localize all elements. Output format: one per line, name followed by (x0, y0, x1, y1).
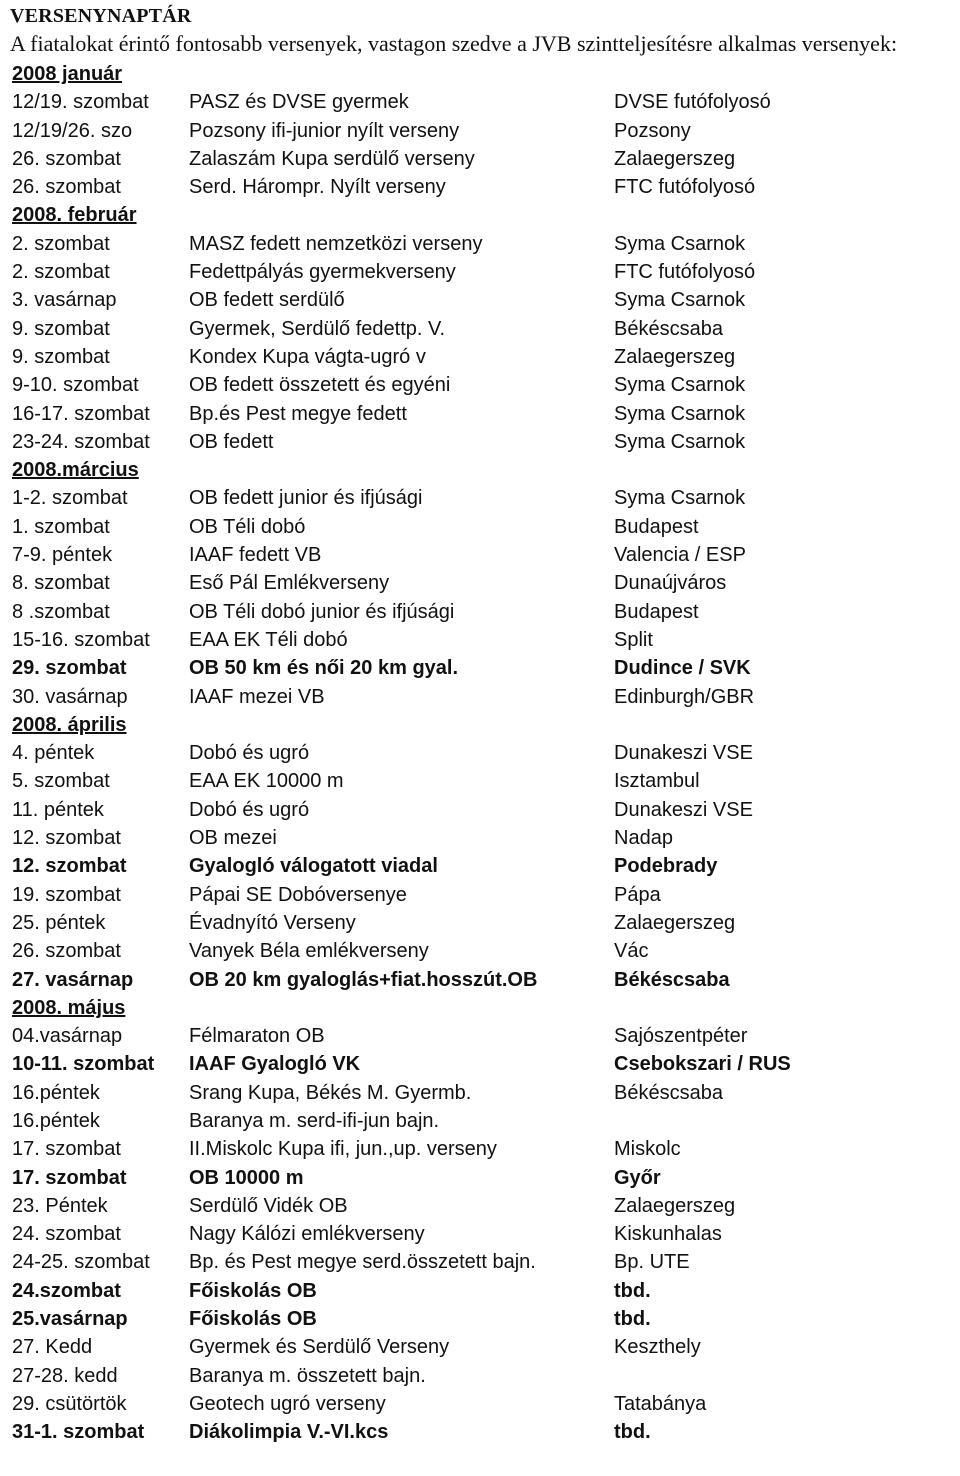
event-row (10, 881, 955, 909)
event-row (10, 626, 955, 654)
event-date: 12. szombat (12, 855, 127, 878)
month-heading: 2008. május (12, 996, 126, 1019)
event-date: 25.vasárnap (12, 1308, 128, 1331)
event-date: 23. Péntek (12, 1194, 108, 1217)
event-name: Eső Pál Emlékverseny (189, 572, 390, 595)
event-date: 29. csütörtök (12, 1392, 127, 1415)
event-row (10, 966, 955, 994)
event-name: Gyermek és Serdülő Verseny (189, 1336, 450, 1359)
event-date: 26. szombat (12, 176, 121, 199)
event-place: Békéscsaba (614, 1081, 723, 1104)
event-row (10, 1135, 955, 1163)
event-row (10, 1192, 955, 1220)
event-name: II.Miskolc Kupa ifi, jun.,up. verseny (189, 1138, 497, 1161)
event-place: Vác (614, 940, 649, 963)
event-place: Pápa (614, 883, 661, 906)
event-date: 15-16. szombat (12, 628, 150, 651)
event-name: Diákolimpia V.-VI.kcs (189, 1421, 389, 1444)
event-place: Budapest (614, 600, 699, 623)
event-date: 27. Kedd (12, 1336, 93, 1359)
event-place: Split (614, 628, 653, 651)
event-place: Bp. UTE (614, 1251, 690, 1274)
event-place: Syma Csarnok (614, 374, 746, 397)
event-name: Geotech ugró verseny (189, 1392, 386, 1415)
event-name: Pápai SE Dobóversenye (189, 883, 407, 906)
event-place: FTC futófolyosó (614, 261, 756, 284)
event-place: Sajószentpéter (614, 1025, 748, 1048)
event-place: Valencia / ESP (614, 544, 746, 567)
event-row (10, 852, 955, 880)
event-place: Zalaegerszeg (614, 1194, 736, 1217)
event-place: Dudince / SVK (614, 657, 751, 680)
event-date: 25. péntek (12, 911, 106, 934)
event-place: Győr (614, 1166, 661, 1189)
event-name: Főiskolás OB (189, 1279, 317, 1302)
month-heading: 2008.március (12, 459, 139, 482)
event-row (10, 767, 955, 795)
event-row (10, 824, 955, 852)
event-row (10, 117, 955, 145)
event-name: Gyalogló válogatott viadal (189, 855, 438, 878)
event-date: 19. szombat (12, 883, 121, 906)
event-place: Dunakeszi VSE (614, 742, 753, 765)
event-name: Nagy Kálózi emlékverseny (189, 1223, 425, 1246)
event-name: OB fedett összetett és egyéni (189, 374, 451, 397)
event-row (10, 1220, 955, 1248)
event-date: 16-17. szombat (12, 402, 150, 425)
event-date: 16.péntek (12, 1109, 100, 1132)
month-heading: 2008 január (12, 63, 123, 85)
event-date: 12. szombat (12, 827, 121, 850)
event-name: OB Téli dobó (189, 515, 306, 538)
event-place: FTC futófolyosó (614, 176, 756, 199)
event-date: 30. vasárnap (12, 685, 128, 708)
event-row (10, 654, 955, 682)
event-date: 1. szombat (12, 515, 110, 538)
event-row (10, 1022, 955, 1050)
event-date: 10-11. szombat (12, 1053, 155, 1076)
event-date: 9. szombat (12, 345, 110, 368)
event-date: 24.szombat (12, 1279, 121, 1302)
event-name: Pozsony ifi-junior nyílt verseny (189, 119, 460, 142)
event-place: Syma Csarnok (614, 402, 746, 425)
event-name: Dobó és ugró (189, 742, 310, 765)
event-place: Syma Csarnok (614, 487, 746, 510)
event-place: Isztambul (614, 770, 700, 793)
event-row (10, 1390, 955, 1418)
event-name: Dobó és ugró (189, 798, 310, 821)
event-row (10, 343, 955, 371)
event-place: Dunaújváros (614, 572, 727, 595)
event-date: 1-2. szombat (12, 487, 128, 510)
event-row (10, 598, 955, 626)
event-name: IAAF Gyalogló VK (189, 1053, 361, 1076)
event-date: 11. péntek (12, 798, 104, 821)
event-row (10, 541, 955, 569)
event-row (10, 739, 955, 767)
event-row (10, 371, 955, 399)
event-name: Fedettpályás gyermekverseny (189, 261, 456, 284)
event-name: OB fedett (189, 430, 274, 453)
event-row (10, 258, 955, 286)
event-date: 24-25. szombat (12, 1251, 150, 1274)
intro-text: A fiatalokat érintő fontosabb versenyek, vastagon szedve a JVB szintteljesítésre alkalmas versenyek: (10, 31, 898, 56)
event-row (10, 796, 955, 824)
event-row (10, 1164, 955, 1192)
event-name: OB 20 km gyaloglás+fiat.hosszút.OB (189, 968, 538, 991)
event-row (10, 484, 955, 512)
event-row (10, 683, 955, 711)
event-row (10, 428, 955, 456)
event-row (10, 1107, 955, 1135)
event-name: Zalaszám Kupa serdülő verseny (189, 147, 475, 170)
event-place: Kiskunhalas (614, 1223, 722, 1246)
event-date: 17. szombat (12, 1166, 127, 1189)
event-row (10, 315, 955, 343)
event-name: OB fedett junior és ifjúsági (189, 487, 423, 510)
event-name: Félmaraton OB (189, 1025, 325, 1048)
event-row (10, 286, 955, 314)
event-place: tbd. (614, 1279, 651, 1302)
event-date: 12/19/26. szo (12, 119, 133, 142)
event-place: Syma Csarnok (614, 289, 746, 312)
event-place: Keszthely (614, 1336, 701, 1359)
event-row (10, 400, 955, 428)
event-place: Zalaegerszeg (614, 345, 736, 368)
event-place: Podebrady (614, 855, 718, 878)
event-place: Békéscsaba (614, 317, 723, 340)
event-row (10, 1333, 955, 1361)
event-row (10, 1248, 955, 1276)
event-row (10, 173, 955, 201)
event-row (10, 1362, 955, 1390)
event-date: 23-24. szombat (12, 430, 150, 453)
event-place: tbd. (614, 1308, 651, 1331)
event-row (10, 1079, 955, 1107)
event-date: 04.vasárnap (12, 1025, 123, 1048)
event-name: OB Téli dobó junior és ifjúsági (189, 600, 455, 623)
event-row (10, 1050, 955, 1078)
event-name: OB fedett serdülő (189, 289, 345, 312)
event-date: 2. szombat (12, 261, 110, 284)
event-name: EAA EK Téli dobó (189, 628, 348, 651)
event-name: Serd. Hárompr. Nyílt verseny (189, 176, 446, 199)
event-name: Vanyek Béla emlékverseny (189, 940, 429, 963)
event-date: 3. vasárnap (12, 289, 117, 312)
event-date: 27. vasárnap (12, 968, 134, 991)
event-date: 9. szombat (12, 317, 110, 340)
schedule-list (10, 60, 955, 1447)
event-place: Pozsony (614, 119, 691, 142)
event-row (10, 569, 955, 597)
event-date: 8. szombat (12, 572, 110, 595)
event-date: 27-28. kedd (12, 1364, 118, 1387)
event-name: OB 50 km és női 20 km gyal. (189, 657, 459, 680)
event-place: Zalaegerszeg (614, 147, 736, 170)
event-name: PASZ és DVSE gyermek (189, 91, 409, 114)
event-name: Évadnyító Verseny (189, 911, 356, 934)
event-place: Nadap (614, 827, 673, 850)
event-date: 12/19. szombat (12, 91, 149, 114)
event-name: OB 10000 m (189, 1166, 304, 1189)
event-place: Syma Csarnok (614, 430, 746, 453)
document-page (10, 0, 955, 1447)
event-name: Srang Kupa, Békés M. Gyermb. (189, 1081, 472, 1104)
event-row (10, 230, 955, 258)
event-row (10, 1305, 955, 1333)
event-place: Miskolc (614, 1138, 681, 1161)
event-name: MASZ fedett nemzetközi verseny (189, 232, 483, 255)
event-name: EAA EK 10000 m (189, 770, 344, 793)
event-date: 17. szombat (12, 1138, 121, 1161)
event-name: Kondex Kupa vágta-ugró v (189, 345, 426, 368)
event-date: 16.péntek (12, 1081, 100, 1104)
month-heading: 2008. február (12, 204, 137, 227)
event-name: Serdülő Vidék OB (189, 1194, 348, 1217)
event-place: DVSE futófolyosó (614, 91, 771, 114)
event-row (10, 937, 955, 965)
event-date: 5. szombat (12, 770, 110, 793)
event-place: Syma Csarnok (614, 232, 746, 255)
event-row (10, 1277, 955, 1305)
event-date: 24. szombat (12, 1223, 121, 1246)
event-place: Csebokszari / RUS (614, 1053, 791, 1076)
event-row (10, 1418, 955, 1446)
event-row (10, 513, 955, 541)
event-date: 8 .szombat (12, 600, 110, 623)
event-date: 7-9. péntek (12, 544, 113, 567)
event-name: Baranya m. összetett bajn. (189, 1364, 426, 1387)
event-name: OB mezei (189, 827, 277, 850)
event-place: Zalaegerszeg (614, 911, 736, 934)
event-date: 26. szombat (12, 147, 121, 170)
month-heading: 2008. április (12, 713, 127, 736)
event-place: Edinburgh/GBR (614, 685, 755, 708)
event-date: 26. szombat (12, 940, 121, 963)
event-row (10, 88, 955, 116)
event-place: Békéscsaba (614, 968, 730, 991)
event-date: 9-10. szombat (12, 374, 139, 397)
event-row (10, 145, 955, 173)
event-date: 31-1. szombat (12, 1421, 145, 1444)
event-name: Bp. és Pest megye serd.összetett bajn. (189, 1251, 536, 1274)
event-place: Tatabánya (614, 1392, 707, 1415)
event-name: IAAF mezei VB (189, 685, 325, 708)
event-place: tbd. (614, 1421, 651, 1444)
event-name: Baranya m. serd-ifi-jun bajn. (189, 1109, 440, 1132)
event-date: 29. szombat (12, 657, 127, 680)
event-place: Budapest (614, 515, 699, 538)
event-name: Főiskolás OB (189, 1308, 317, 1331)
event-row (10, 909, 955, 937)
document-title: VERSENYNAPTÁR (10, 5, 192, 27)
event-date: 2. szombat (12, 232, 110, 255)
event-date: 4. péntek (12, 742, 95, 765)
event-place: Dunakeszi VSE (614, 798, 753, 821)
event-name: Bp.és Pest megye fedett (189, 402, 407, 425)
event-name: IAAF fedett VB (189, 544, 322, 567)
event-name: Gyermek, Serdülő fedettp. V. (189, 317, 446, 340)
